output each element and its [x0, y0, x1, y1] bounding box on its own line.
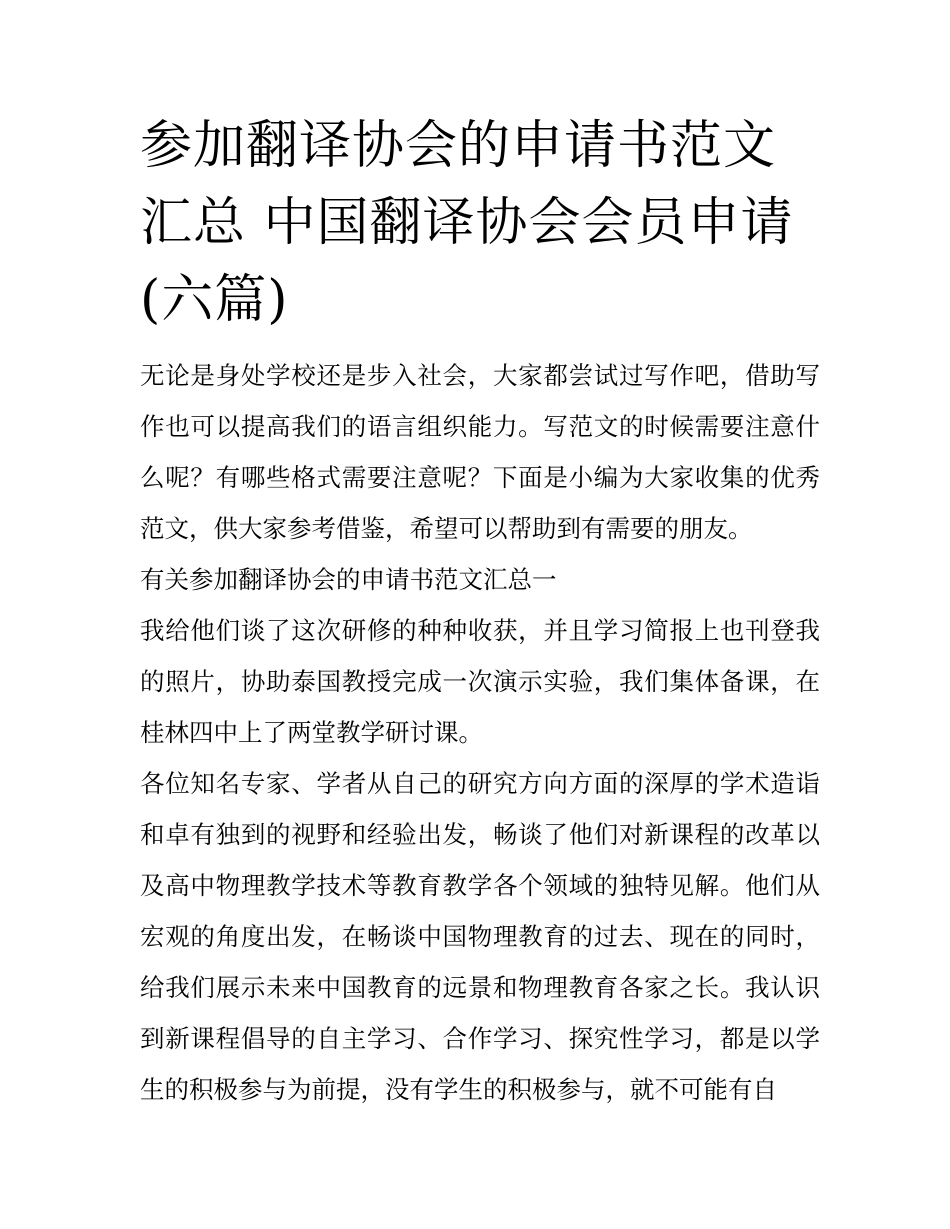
body-paragraph-2: 各位知名专家、学者从自己的研究方向方面的深厚的学术造诣和卓有独到的视野和经验出发，畅谈了他们对新课程的改革以及高中物理教学技术等教育教学各个领域的独特见解。他们从宏观的角度出发，在畅谈中国物理教育的过去、现在的同时，给我们展示未来中国教育的远景和物理教育各家之长。我认识到新课程倡导的自主学习、合作学习、探究性学习，都是以学生的积极参与为前提，没有学生的积极参与，就不可能有自 [140, 769, 820, 1104]
intro-paragraph: 无论是身处学校还是步入社会，大家都尝试过写作吧，借助写作也可以提高我们的语言组织能力。写范文的时候需要注意什么呢？有哪些格式需要注意呢？下面是小编为大家收集的优秀范文，供大家参考借鉴，希望可以帮助到有需要的朋友。 [140, 361, 820, 543]
document-content [140, 108, 820, 1115]
document-title: 参加翻译协会的申请书范文汇总 中国翻译协会会员申请(六篇) [140, 116, 794, 330]
body-paragraph-1: 我给他们谈了这次研修的种种收获，并且学习简报上也刊登我的照片，协助泰国教授完成一次演示实验，我们集体备课，在桂林四中上了两堂教学研讨课。 [140, 616, 820, 747]
section-heading: 有关参加翻译协会的申请书范文汇总一 [140, 565, 557, 594]
